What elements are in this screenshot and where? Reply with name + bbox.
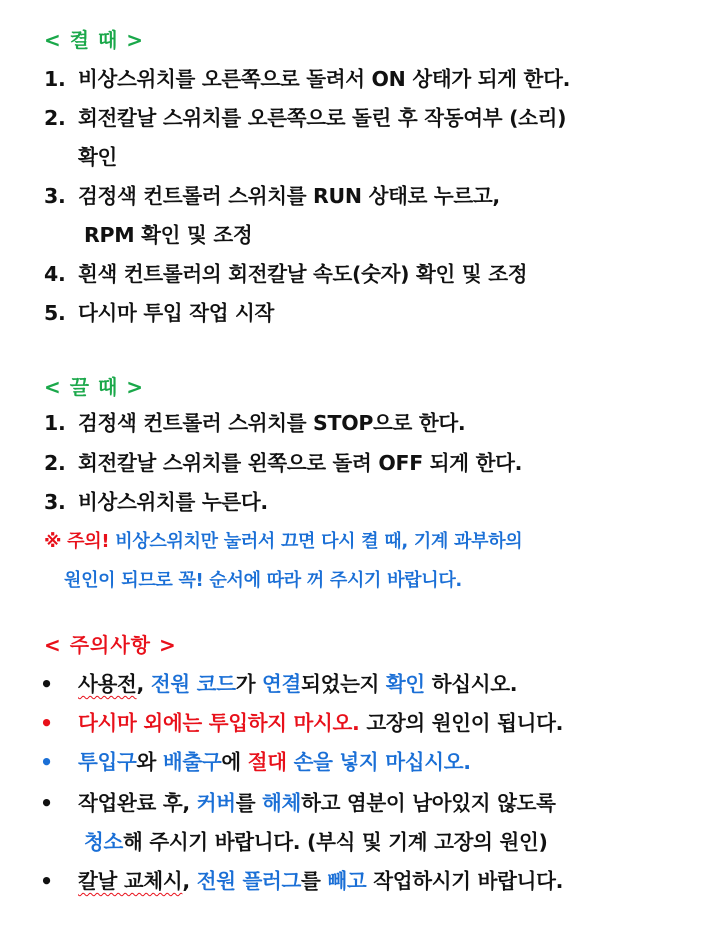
off-step-3 xyxy=(44,485,268,515)
step-number: 1. xyxy=(44,411,66,435)
text-segment: 하십시오. xyxy=(424,672,518,696)
caution-bullet-4-continued xyxy=(84,825,548,855)
bullet-dot: • xyxy=(40,791,53,815)
off-step-1 xyxy=(44,406,465,436)
step-number: 3. xyxy=(44,490,66,514)
text-segment: 고장의 원인이 됩니다. xyxy=(359,711,564,735)
text-segment: 와 xyxy=(136,750,163,774)
step-number: 5. xyxy=(44,301,66,325)
text-segment: 칼날 교체시 xyxy=(78,869,183,893)
caution-note-line-2: 원인이 되므로 꼭! 순서에 따라 꺼 주시기 바랍니다. xyxy=(64,570,462,591)
off-step-2 xyxy=(44,446,522,476)
on-step-4 xyxy=(44,257,527,287)
step-text: 다시마 투입 작업 시작 xyxy=(78,301,275,325)
step-text: 비상스위치를 오른쪽으로 돌려서 ON 상태가 되게 한다. xyxy=(78,67,571,91)
step-text: 회전칼날 스위치를 왼쪽으로 돌려 OFF 되게 한다. xyxy=(78,451,523,475)
on-step-3 xyxy=(44,179,500,209)
on-step-2-continued: 확인 xyxy=(78,145,118,169)
highlight-red: 절대 xyxy=(247,750,287,774)
highlight-blue: 청소 xyxy=(84,830,124,854)
step-text: 회전칼날 스위치를 오른쪽으로 돌린 후 작동여부 (소리) xyxy=(78,106,567,130)
highlight-blue: 확인 xyxy=(385,672,425,696)
on-step-2 xyxy=(44,101,566,131)
text-segment: , xyxy=(182,869,197,893)
step-text: 검정색 컨트롤러 스위치를 STOP으로 한다. xyxy=(78,411,466,435)
text-segment: 에 xyxy=(221,750,248,774)
caution-bullet-3 xyxy=(40,745,471,775)
caution-note-prefix: ※ 주의! xyxy=(44,531,110,552)
step-number: 4. xyxy=(44,262,66,286)
on-step-1 xyxy=(44,62,570,92)
caution-bullet-4 xyxy=(40,786,556,816)
step-text: 검정색 컨트롤러 스위치를 RUN 상태로 누르고, xyxy=(78,184,500,208)
text-segment: 를 xyxy=(235,791,263,815)
text-segment: 되었는지 xyxy=(301,672,386,696)
highlight-red: 다시마 외에는 투입하지 마시오. xyxy=(78,711,360,735)
on-step-5 xyxy=(44,296,274,326)
bullet-dot: • xyxy=(40,869,53,893)
highlight-blue: 손을 넣지 마십시오. xyxy=(286,750,471,774)
step-number: 2. xyxy=(44,106,66,130)
step-number: 2. xyxy=(44,451,66,475)
off-section-title: < 끌 때 > xyxy=(44,375,145,399)
on-step-3-continued: RPM 확인 및 조정 xyxy=(84,223,253,247)
highlight-blue: 전원 플러그 xyxy=(196,869,302,893)
bullet-dot: • xyxy=(40,750,53,774)
highlight-blue: 해체 xyxy=(262,791,302,815)
highlight-blue: 전원 코드 xyxy=(150,672,236,696)
highlight-blue: 커버 xyxy=(196,791,236,815)
caution-bullet-5 xyxy=(40,864,563,894)
text-segment: 를 xyxy=(301,869,328,893)
highlight-blue: 연결 xyxy=(262,672,302,696)
caution-note-line-1 xyxy=(44,527,522,553)
bullet-dot: • xyxy=(40,672,53,696)
text-segment: 작업하시기 바랍니다. xyxy=(366,869,564,893)
step-text: 비상스위치를 누른다. xyxy=(78,490,268,514)
caution-section-title: < 주의사항 > xyxy=(44,633,177,657)
text-segment: 작업완료 후, xyxy=(78,791,197,815)
highlight-blue: 배출구 xyxy=(162,750,222,774)
step-text: 흰색 컨트롤러의 회전칼날 속도(숫자) 확인 및 조정 xyxy=(78,262,528,286)
text-segment: , xyxy=(136,672,151,696)
highlight-blue: 투입구 xyxy=(78,750,137,774)
caution-note-text: 비상스위치만 눌러서 끄면 다시 켤 때, 기계 과부하의 xyxy=(109,531,523,552)
text-segment: 가 xyxy=(235,672,263,696)
step-number: 1. xyxy=(44,67,66,91)
highlight-blue: 빼고 xyxy=(327,869,367,893)
caution-bullet-1 xyxy=(40,667,517,697)
step-number: 3. xyxy=(44,184,66,208)
caution-bullet-2 xyxy=(40,706,563,736)
text-segment: 하고 염분이 남아있지 않도록 xyxy=(301,791,556,815)
on-section-title: < 켤 때 > xyxy=(44,28,145,52)
bullet-dot: • xyxy=(40,711,53,735)
text-segment: 사용전 xyxy=(78,672,137,696)
text-segment: 해 주시기 바랍니다. (부식 및 기계 고장의 원인) xyxy=(123,830,548,854)
